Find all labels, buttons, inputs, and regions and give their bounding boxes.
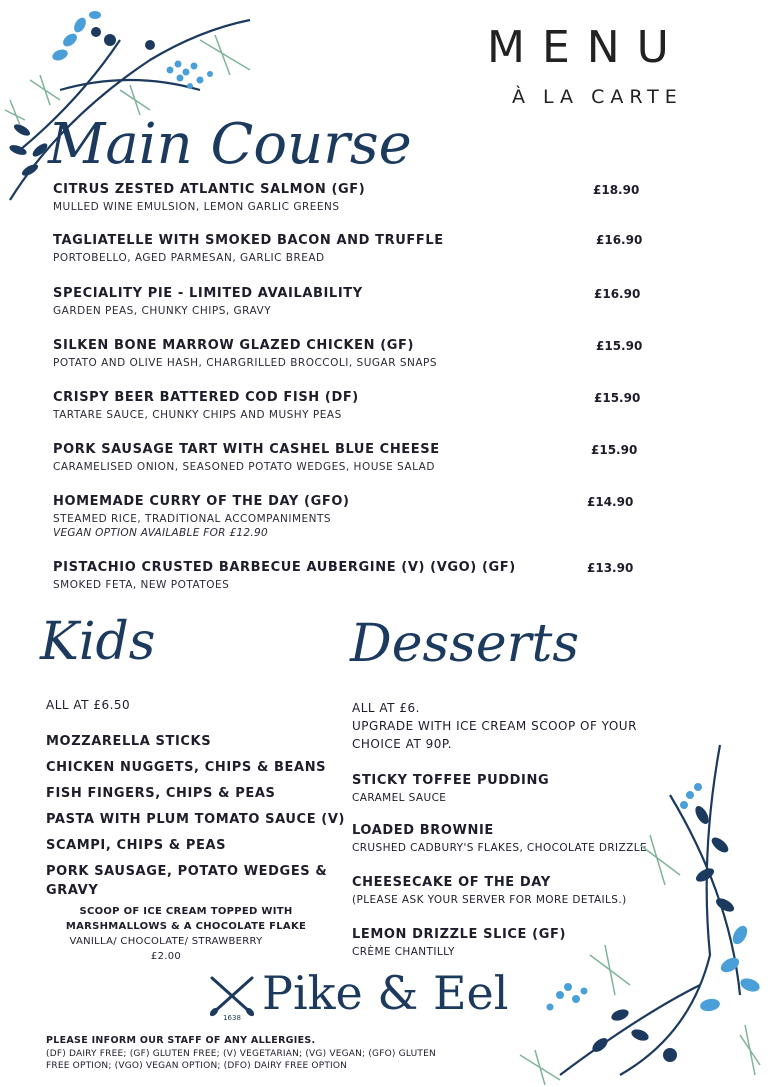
dessert-description: CRÈME CHANTILLY [352,946,455,958]
dish-price: £15.90 [596,339,643,353]
dish-price: £16.90 [594,287,641,301]
dish-name: HOMEMADE CURRY OF THE DAY (GFO) [53,494,350,509]
dessert-name: LOADED BROWNIE [352,823,494,838]
dish-description: GARDEN PEAS, CHUNKY CHIPS, GRAVY [53,305,272,317]
dish-item [53,442,653,473]
dish-item [53,233,653,264]
desserts-price-note: ALL AT £6. [352,701,420,715]
kids-heading: Kids [40,612,156,672]
dish-item [53,494,653,539]
dish-description: STEAMED RICE, TRADITIONAL ACCOMPANIMENTS [53,513,332,525]
dish-price: £15.90 [594,391,641,405]
dish-description: CARAMELISED ONION, SEASONED POTATO WEDGES, HOUSE SALAD [53,461,435,473]
dish-item [53,338,653,369]
kids-dessert-note: MARSHMALLOWS & A CHOCOLATE FLAKE [65,921,307,932]
kids-price-note: ALL AT £6.50 [46,698,131,712]
kids-item: CHICKEN NUGGETS, CHIPS & BEANS [46,760,327,775]
kids-item: GRAVY [46,883,99,898]
dessert-name: LEMON DRIZZLE SLICE (GF) [352,927,567,942]
dish-name: CITRUS ZESTED ATLANTIC SALMON (GF) [53,182,366,197]
dessert-description: CARAMEL SAUCE [352,792,447,804]
dessert-description: CRUSHED CADBURY'S FLAKES, CHOCOLATE DRIZZLE [352,842,647,854]
dish-price: £16.90 [596,233,643,247]
kids-item: PORK SAUSAGE, POTATO WEDGES & [46,864,328,879]
kids-item: MOZZARELLA STICKS [46,734,212,749]
dessert-name: CHEESECAKE OF THE DAY [352,875,551,890]
dish-item [53,286,653,317]
dish-price: £18.90 [593,183,640,197]
dessert-description: (PLEASE ASK YOUR SERVER FOR MORE DETAILS.) [352,894,627,906]
kids-dessert-note: SCOOP OF ICE CREAM TOPPED WITH [79,906,293,917]
dessert-name: STICKY TOFFEE PUDDING [352,773,550,788]
desserts-upgrade-note: CHOICE AT 90P. [352,737,453,751]
dietary-key: FREE OPTION; (VGO) VEGAN OPTION; (DFO) DAIRY FREE OPTION [46,1061,348,1071]
dish-price: £15.90 [591,443,638,457]
dish-name: PISTACHIO CRUSTED BARBECUE AUBERGINE (V) (VGO) (GF) [53,560,516,575]
dish-name: PORK SAUSAGE TART WITH CASHEL BLUE CHEESE [53,442,440,457]
dish-name: SILKEN BONE MARROW GLAZED CHICKEN (GF) [53,338,415,353]
main-course-heading: Main Course [48,112,412,177]
dish-price: £14.90 [587,495,634,509]
kids-dessert-price: £2.00 [150,951,182,962]
menu-title: MENU [487,22,686,73]
desserts-heading: Desserts [350,614,580,674]
logo-year: 1638 [223,1014,241,1022]
dish-name: SPECIALITY PIE - LIMITED AVAILABILITY [53,286,363,301]
dish-price: £13.90 [587,561,634,575]
dietary-key: (DF) DAIRY FREE; (GF) GLUTEN FREE; (V) VEGETARIAN; (VG) VEGAN; (GFO) GLUTEN [46,1049,436,1059]
desserts-upgrade-note: UPGRADE WITH ICE CREAM SCOOP OF YOUR [352,719,637,733]
dish-description: SMOKED FETA, NEW POTATOES [53,579,230,591]
dish-description: MULLED WINE EMULSION, LEMON GARLIC GREENS [53,201,340,213]
restaurant-logo: Pike & Eel [262,966,509,1020]
dish-item [53,560,653,591]
kids-item: FISH FINGERS, CHIPS & PEAS [46,786,276,801]
oars-logo-icon [206,970,258,1022]
dish-description: TARTARE SAUCE, CHUNKY CHIPS AND MUSHY PEAS [53,409,342,421]
dish-name: TAGLIATELLE WITH SMOKED BACON AND TRUFFLE [53,233,444,248]
menu-subtitle: À LA CARTE [512,86,683,108]
foliage-bottom-right [440,735,768,1087]
kids-dessert-flavours: VANILLA/ CHOCOLATE/ STRAWBERRY [69,936,263,947]
kids-item: PASTA WITH PLUM TOMATO SAUCE (V) [46,812,346,827]
dish-description: PORTOBELLO, AGED PARMESAN, GARLIC BREAD [53,252,325,264]
dish-vegan-option: VEGAN OPTION AVAILABLE FOR £12.90 [53,527,268,539]
kids-item: SCAMPI, CHIPS & PEAS [46,838,227,853]
dish-item [53,182,653,213]
dish-description: POTATO AND OLIVE HASH, CHARGRILLED BROCCOLI, SUGAR SNAPS [53,357,438,369]
dish-name: CRISPY BEER BATTERED COD FISH (DF) [53,390,359,405]
allergy-notice: PLEASE INFORM OUR STAFF OF ANY ALLERGIES. [46,1035,316,1046]
dish-item [53,390,653,421]
